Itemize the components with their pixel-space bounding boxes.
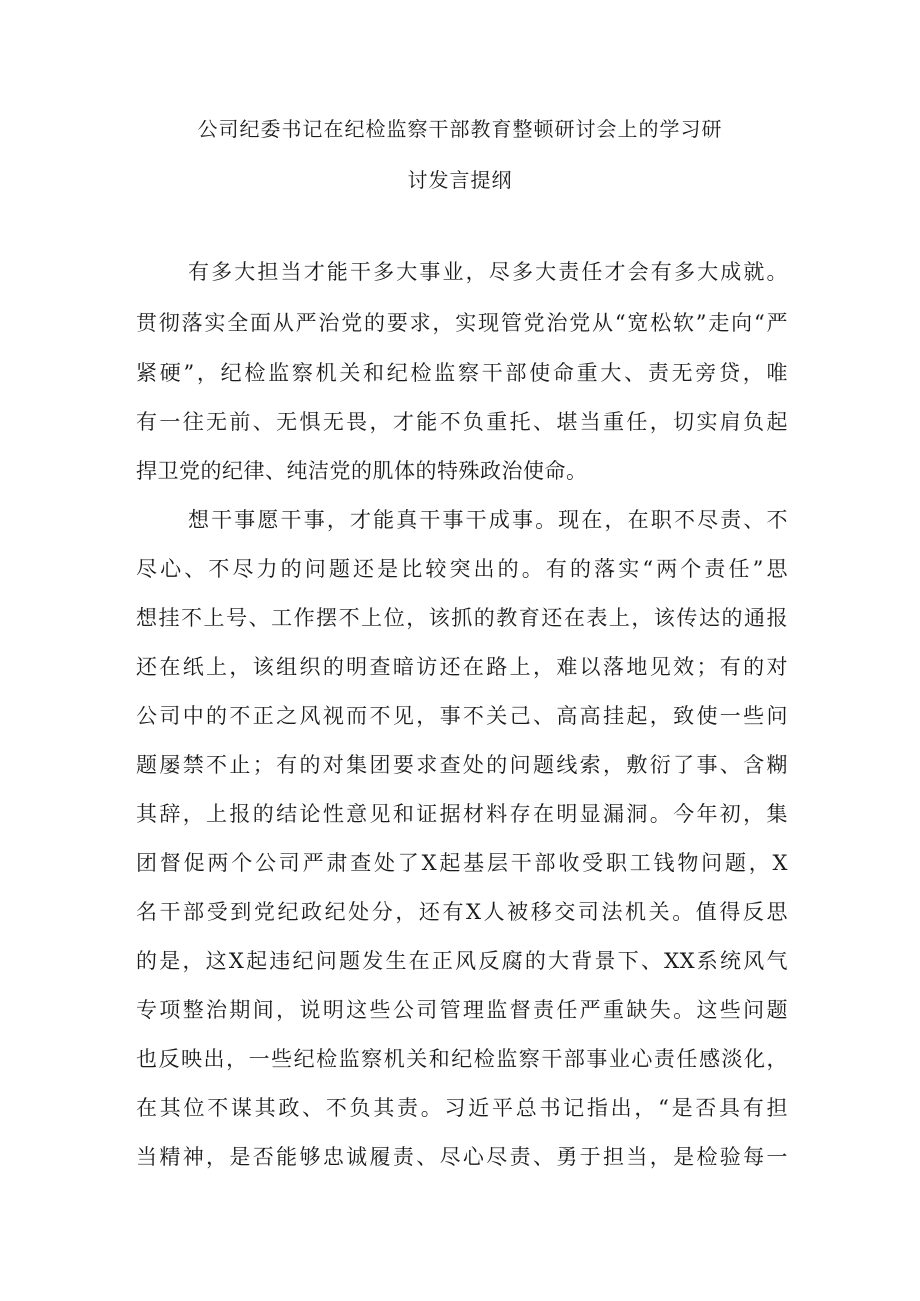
paragraph-2-line-5: 公司中的不正之风视而不见，事不关己、高高挂起，致使一些问: [136, 704, 788, 728]
paragraph-1-line-5: 捍卫党的纪律、纯洁党的肌体的特殊政治使命。: [136, 459, 588, 483]
document-title-line-1: 公司纪委书记在纪检监察干部教育整顿研讨会上的学习研: [197, 117, 723, 141]
paragraph-1-line-3: 紧硬”，纪检监察机关和纪检监察干部使命重大、责无旁贷，唯: [136, 361, 788, 385]
paragraph-2-line-1: 想干事愿干事，才能真干事干成事。现在，在职不尽责、不: [188, 508, 788, 532]
document-title-line-2: 讨发言提纲: [407, 168, 513, 192]
paragraph-2-line-4: 还在纸上，该组织的明查暗访还在路上，难以落地见效；有的对: [136, 655, 788, 679]
paragraph-1-line-2: 贯彻落实全面从严治党的要求，实现管党治党从“宽松软”走向“严: [136, 311, 788, 335]
paragraph-2-line-2: 尽心、不尽力的问题还是比较突出的。有的落实“两个责任”思: [136, 557, 788, 581]
paragraph-2-line-8: 团督促两个公司严肃查处了X起基层干部收受职工钱物问题，X: [136, 851, 788, 875]
paragraph-2-line-14: 当精神，是否能够忠诚履责、尽心尽责、勇于担当，是检验每一: [136, 1145, 788, 1169]
paragraph-2-line-11: 专项整治期间，说明这些公司管理监督责任严重缺失。这些问题: [136, 998, 788, 1022]
paragraph-2-line-3: 想挂不上号、工作摆不上位，该抓的教育还在表上，该传达的通报: [136, 606, 788, 630]
paragraph-2-line-13: 在其位不谋其政、不负其责。习近平总书记指出，“是否具有担: [136, 1096, 788, 1120]
paragraph-2-line-9: 名干部受到党纪政纪处分，还有X人被移交司法机关。值得反思: [136, 900, 788, 924]
paragraph-2-line-12: 也反映出，一些纪检监察机关和纪检监察干部事业心责任感淡化，: [136, 1047, 788, 1071]
paragraph-1-line-1: 有多大担当才能干多大事业，尽多大责任才会有多大成就。: [188, 260, 788, 284]
paragraph-2-line-7: 其辞，上报的结论性意见和证据材料存在明显漏洞。今年初，集: [136, 802, 788, 826]
paragraph-1-line-4: 有一往无前、无惧无畏，才能不负重托、堪当重任，切实肩负起: [136, 410, 788, 434]
paragraph-2-line-6: 题屡禁不止；有的对集团要求查处的问题线索，敷衍了事、含糊: [136, 753, 788, 777]
paragraph-2-line-10: 的是，这X起违纪问题发生在正风反腐的大背景下、XX系统风气: [136, 949, 788, 973]
